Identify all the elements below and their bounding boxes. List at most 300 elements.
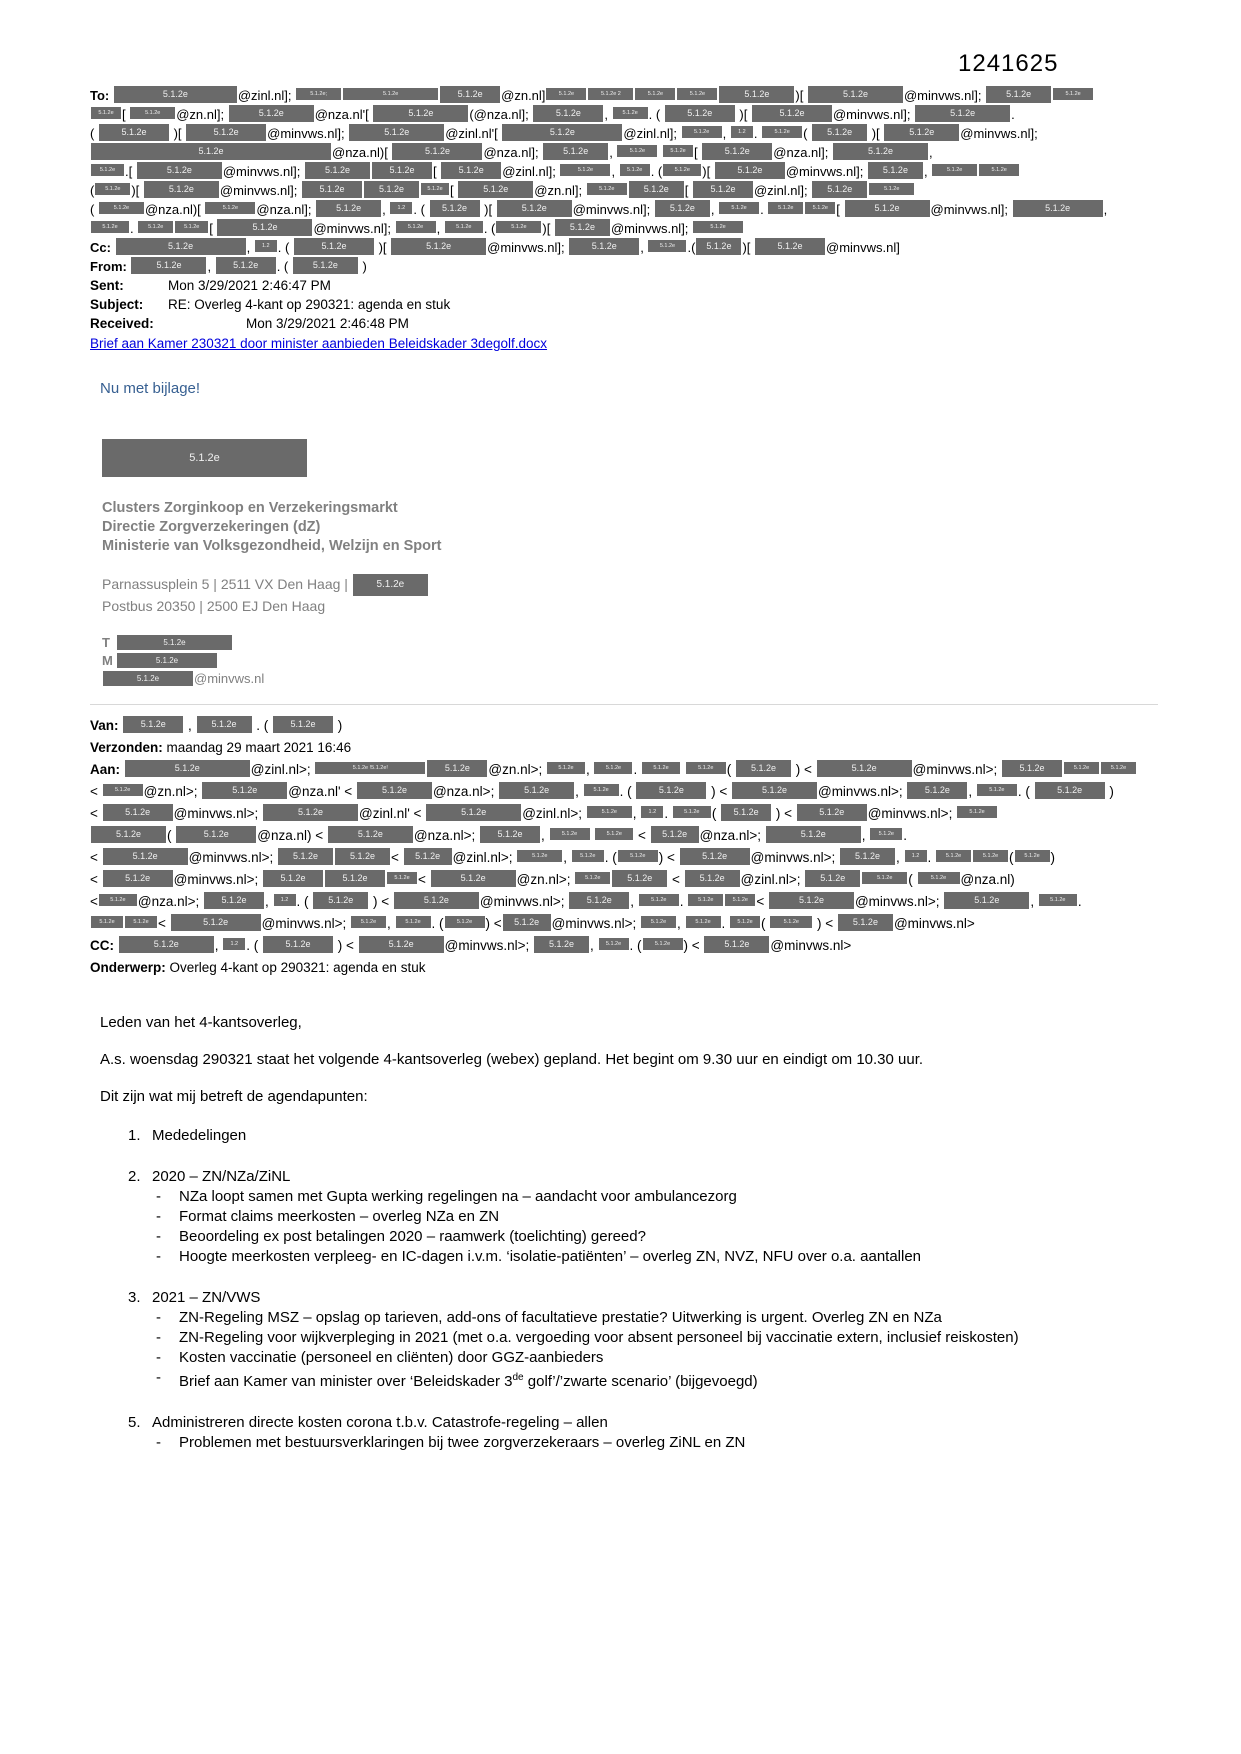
email-fragment: ( [90,126,98,141]
redaction-box: 5.1.2e [99,894,137,906]
email-fragment: . ( [619,784,636,800]
email-fragment: @minvws.nl> [893,916,975,932]
greeting: Leden van het 4-kantsoverleg, [100,1014,302,1032]
redaction-box: 5.1.2e [643,938,683,950]
redaction-box: 5.1.2e [216,257,276,274]
email-fragment: @minvws.nl>; [173,872,262,888]
email-fragment: @nza.nl>; [137,894,204,910]
email-fragment: @zinl.nl]; [753,183,812,198]
redaction-box: 5.1.2e [364,181,419,198]
redaction-box: 5.1.2e [1039,894,1077,906]
redaction-box: 5.1.2e [335,848,390,865]
email-fragment: . [679,894,688,910]
email-fragment: < [158,916,170,932]
redaction-box: 5.1.2e [325,870,385,887]
email-fragment: < [391,850,403,866]
email-fragment: ( [803,126,812,141]
email-fragment: @nza.nl)[ [332,145,392,160]
agenda-list [90,1126,1158,1453]
redaction-box: 5.1.2e [569,892,629,909]
redaction-box: 5.1.2e [427,760,487,777]
redaction-box: 5.1.2e [870,828,902,840]
redaction-box: 5.1.2e [725,894,755,906]
redaction-box: 5.1.2e [294,238,374,255]
field-label: To: [90,88,113,103]
redaction-box: 5.1.2e [755,238,825,255]
redaction-box: 5.1.2e [768,202,803,214]
agenda-title: 2020 – ZN/NZa/ZiNL [152,1168,291,1186]
email-fragment: ) < [334,938,358,954]
redaction-box: 5.1.2e [503,914,551,931]
email-fragment: , [929,145,933,160]
redaction-box: 5.1.2e [845,200,930,217]
agenda-dash: - [156,1208,161,1226]
onderwerp-value: Overleg 4-kant op 290321: agenda en stuk [165,960,426,976]
redaction-box: 5.1.2e [915,105,1010,122]
redaction-box: 5.1.2e [635,88,675,100]
agenda-dash: - [156,1228,161,1246]
email-fragment: @minvws.nl] [826,240,900,255]
agenda-title: Administreren directe kosten corona t.b.v. Catastrofe-regeling – allen [152,1414,608,1432]
email-line [102,670,1158,688]
redaction-box: 5.1.2e [263,870,323,887]
email-fragment: ) < [485,916,502,932]
redaction-box: 5.1.2e [986,86,1051,103]
agenda-title: 2021 – ZN/VWS [152,1289,261,1307]
redaction-box: 5.1.2e [431,870,516,887]
email-fragment: )[ [131,183,143,198]
redaction-box: 5.1.2e [918,872,960,884]
email-fragment: . ( [629,938,642,954]
redaction-box: 5.1.2e [770,916,812,928]
email-fragment: , [214,938,223,954]
email-fragment: ) < [683,938,704,954]
redaction-box: 5.1.2e [328,826,413,843]
sent-label: Sent: [90,278,124,293]
agenda-dash: - [156,1329,161,1347]
email-fragment: , [604,107,612,122]
redaction-box: 5.1.2e [103,671,193,686]
signature-address [102,574,1158,616]
agenda-item-row [90,1288,1158,1308]
redaction-box: 1.2 [390,202,412,214]
agenda-sub-text: NZa loopt samen met Gupta werking regelingen na – aandacht voor ambulancezorg [179,1188,737,1206]
email-fragment: , [609,145,617,160]
email-fragment: , [896,850,904,866]
email-fragment: @zinl.nl]; [502,164,560,179]
cc2-field [90,935,1158,957]
redaction-box: 5.1.2e [426,804,521,821]
redaction-box: 5.1.2e [119,936,214,953]
redaction-box: 5.1.2e [636,782,706,799]
email-fragment: , [387,916,395,932]
redaction-box: 5.1.2e [693,221,743,233]
onderwerp-field [90,957,1158,979]
email-fragment: . [903,828,908,844]
redaction-box: 5.1.2e [575,872,610,884]
email-fragment: ( [90,183,95,198]
email-fragment: @minvws.nl> [770,938,852,954]
redaction-box: 5.1.2e [752,105,832,122]
agenda-dash: - [156,1369,161,1387]
email-fragment: . [721,916,730,932]
email-fragment: < [418,872,430,888]
agenda-sub-text: Hoogte meerkosten verpleeg- en IC-dagen i.v.m. ‘isolatie-patiënten’ – overleg ZN, NVZ, NFU over o.a. aantallen [179,1248,922,1266]
email-fragment: , [184,718,196,734]
redaction-box: 5.1.2e [944,892,1029,909]
redaction-box: 5.1.2e [533,105,603,122]
redaction-box: 5.1.2e [673,806,711,818]
email-fragment: , [677,916,685,932]
agenda-sub-text: Problemen met bestuursverklaringen bij twee zorgverzekeraars – overleg ZiNL en ZN [179,1434,746,1452]
redaction-box: 5.1.2e [719,202,759,214]
email-fragment: [ [432,164,441,179]
redaction-box: 5.1.2e [840,848,895,865]
email-fragment: )[ [480,202,496,217]
agenda-sub-text: Format claims meerkosten – overleg NZa en ZN [179,1208,500,1226]
agenda-sub-text: ZN-Regeling MSZ – opslag op tarieven, add-ons of facultatieve prestatie? Uitwerking is urgent. Overleg ZN en NZa [179,1309,942,1327]
redaction-box: 1.2 [223,938,245,950]
email-fragment: , [1103,202,1108,217]
email-fragment: . ( [1017,784,1034,800]
email-fragment: @minvws.nl>; [817,784,907,800]
redaction-box: 5.1.2e [862,872,907,884]
email-fragment: , [382,202,390,217]
redaction-box: 5.1.2e [869,183,914,195]
email-fragment: . [633,762,641,778]
redaction-box: 5.1.2e [973,850,1008,862]
redaction-box: 5.1.2e [715,162,785,179]
aan-line [90,759,1158,781]
email-fragment: . [130,221,138,236]
redaction-box: 5.1.2e [979,164,1019,176]
agenda-sub-item [90,1433,1158,1453]
redaction-box: 5.1.2e [663,164,701,176]
signature-org-line: Clusters Zorginkoop en Verzekeringsmarkt [102,500,398,516]
redaction-box: 5.1.2e [932,164,977,176]
redaction-box: 5.1.2e [797,804,867,821]
email-fragment: , [1030,894,1038,910]
email-fragment: @minvws.nl]; [313,221,395,236]
redaction-box: 5.1.2e [648,240,686,252]
email-fragment: , [563,850,571,866]
email-fragment: ) < [369,894,393,910]
email-fragment: . ( [276,259,292,274]
phone-t-line [102,634,1158,652]
redaction-box: 5.1.2e [404,848,452,865]
redaction-box: 5.1.2e [884,124,959,141]
field-label: Van: [90,718,123,734]
agenda-dash: - [156,1349,161,1367]
email-fragment: [ [450,183,458,198]
redaction-box: 5.1.2e [144,181,219,198]
signature-phones [102,634,1158,688]
redaction-box: 5.1.2e [696,238,741,255]
email-fragment: . ( [413,202,429,217]
redaction-box: 5.1.2e [372,162,432,179]
email-fragment: @nza.nl]; [256,202,316,217]
redaction-box: 5.1.2e !5.1.2e! [315,762,425,774]
redaction-box: 5.1.2e [197,716,252,733]
signature-address-line: Postbus 20350 | 2500 EJ Den Haag [102,598,326,615]
redaction-box: 5.1.2e [618,850,658,862]
email-fragment: [ [684,183,692,198]
redaction-box: 5.1.2e [430,200,480,217]
redaction-box: 5.1.2e [569,238,639,255]
email-fragment: @nza.nl' < [288,784,356,800]
redaction-box: 5.1.2e [655,200,710,217]
redaction-box: 5.1.2e [263,936,333,953]
email-fragment: . ( [650,164,663,179]
email-fragment: @minvws.nl]; [903,88,986,103]
redaction-box: 5.1.2e [730,916,760,928]
email-fragment: ) [334,718,343,734]
agenda-dash: - [156,1434,161,1452]
redaction-box: 5.1.2e [629,181,684,198]
redaction-box: 5.1.2e [833,143,928,160]
email-fragment: . ( [252,718,273,734]
redaction-box: 5.1.2e [587,806,632,818]
email-fragment: )[ [702,164,714,179]
redaction-box: 5.1.2e [805,870,860,887]
redaction-box: 5.1.2e [95,183,130,195]
agenda-item [90,1167,1158,1267]
aan-line [90,847,1158,869]
verzonden-field [90,737,1158,759]
redaction-box: 5.1.2e [572,850,604,862]
email-fragment: @nza.nl'[ [314,107,373,122]
redaction-box: 5.1.2e [293,257,358,274]
email-fragment: @minvws.nl]; [785,164,867,179]
redaction-box: 5.1.2e [313,892,368,909]
email-fragment: , [640,240,648,255]
email-fragment: ( [90,202,98,217]
redaction-box: 5.1.2e [762,126,802,138]
email-fragment: ( [908,872,917,888]
redaction-box: 5.1.2e [936,850,971,862]
email-fragment [591,828,595,843]
redaction-box: 5.1.2e [130,107,175,119]
signature-block [102,499,1158,556]
field-label: CC: [90,938,118,954]
redaction-box: 5.1.2e [391,238,486,255]
aan-line [90,825,1158,847]
email-fragment: . ( [604,850,617,866]
redaction-box: 5.1.2e [663,145,693,157]
redaction-box: 5.1.2e [686,762,726,774]
from-field [90,257,1158,276]
redaction-box: 5.1.2e [114,86,237,103]
aan-field [90,759,1158,957]
redaction-box: 5.1.2e [584,784,619,796]
email-fragment: @zinl.nl>; [250,762,315,778]
email-fragment: , [861,828,870,844]
redaction-box: 5.1.2e [396,916,431,928]
redaction-box: 5.1.2e [116,238,246,255]
email-fragment: < [90,894,98,910]
redaction-box: 1.2 [731,126,753,138]
redaction-box: 5.1.2e [131,257,206,274]
redaction-box: 5.1.2e [543,143,608,160]
redaction-box: 5.1.2e [202,782,287,799]
email-fragment: ) [1050,850,1056,866]
email-fragment: @minvws.nl>; [444,938,534,954]
redaction-box: 5.1.2e [620,164,650,176]
redaction-box: 5.1.2e [117,635,232,650]
email-fragment: .[ [125,164,136,179]
redaction-box: 5.1.2e [99,124,169,141]
email-fragment: @minvws.nl]; [960,126,1038,141]
redaction-box: 5.1.2e [186,124,266,141]
superscript: de [512,1372,524,1384]
email-domain: @minvws.nl [194,671,265,687]
redaction-box: 5.1.2e [125,760,250,777]
redaction-box: 5.1.2e [812,181,867,198]
email-fragment: @nza.nl>; [413,828,479,844]
email-fragment: @zn.nl>; [516,872,575,888]
redaction-box: 5.1.2e [613,107,648,119]
email-fragment: @minvws.nl]; [930,202,1012,217]
email-fragment: , [207,259,215,274]
phone-m-label: M [102,653,113,669]
redaction-box: 5.1.2e [838,914,893,931]
to-line [90,86,1158,105]
redaction-box: 5.1.2e [546,88,586,100]
redaction-box: 5.1.2e [1101,762,1136,774]
phone-t-label: T [102,635,110,651]
redaction-box: 5.1.2e [812,124,867,141]
email-fragment: [ [694,145,702,160]
email-fragment: . ( [246,938,263,954]
redaction-box: 5.1.2e [137,162,222,179]
email-fragment: @minvws.nl]; [219,183,302,198]
to-line [90,105,1158,124]
email-fragment: . ( [296,894,313,910]
redaction-box: 5.1.2e [357,782,432,799]
email-fragment: ) < [813,916,837,932]
redaction-box: 5.1.2e [502,124,622,141]
redaction-box: 5.1.2e [278,848,333,865]
redaction-box: 5.1.2e [594,762,632,774]
email-fragment: @zinl.nl>; [522,806,586,822]
email-fragment: < [634,828,650,844]
agenda-dash: - [156,1188,161,1206]
agenda-sub-text: Kosten vaccinatie (personeel en cliënten) door GGZ-aanbieders [179,1349,604,1367]
redaction-box: 5.1.2e [229,105,314,122]
email-fragment: , [575,784,583,800]
redaction-box: 1.2 [274,894,296,906]
email-fragment: ) [1105,784,1114,800]
redaction-box: 5.1.2e [587,183,627,195]
agenda-number: 2. [128,1168,141,1186]
email-fragment: @minvws.nl]; [572,202,654,217]
verzonden-value: maandag 29 maart 2021 16:46 [162,740,352,756]
email-fragment: @minvws.nl>; [261,916,350,932]
agenda-sub-item [90,1207,1158,1227]
redaction-box: 5.1.2e [560,164,610,176]
attachment-link[interactable]: Brief aan Kamer 230321 door minister aanbieden Beleidskader 3degolf.docx [90,336,548,351]
aan-line [90,913,1158,935]
redaction-box: 5.1.2e [665,105,735,122]
email-fragment: @minvws.nl>; [867,806,957,822]
redaction-box: 5.1.2e [343,88,438,100]
redaction-box: 5.1.2e [686,916,721,928]
body-paragraph: Dit zijn wat mij betreft de agendapunten: [100,1088,368,1106]
redaction-box: 5.1.2e [1064,762,1099,774]
redaction-box: 5.1.2e [769,892,854,909]
email-fragment: ( [726,762,736,778]
redaction-box: 5.1.2e [351,916,386,928]
email-fragment: ( [1009,850,1014,866]
to-field [90,86,1158,238]
agenda-sub-item [90,1328,1158,1348]
email-fragment: < [90,872,102,888]
redaction-box: 5.1.2e [617,145,657,157]
redaction-box: 5.1.2e [555,219,610,236]
email-content [90,86,1158,1474]
agenda-sub-item [90,1348,1158,1368]
redaction-box: 5.1.2e [302,181,362,198]
email-fragment: )[ [374,240,391,255]
email-fragment [658,145,662,160]
redaction-box: 5.1.2e [353,574,428,596]
subject-value: RE: Overleg 4-kant op 290321: agenda en stuk [168,297,451,312]
redaction-box: 5.1.2e [445,221,483,233]
sent-value: Mon 3/29/2021 2:46:47 PM [168,278,331,293]
agenda-dash: - [156,1248,161,1266]
email-fragment: ) < [658,850,679,866]
redaction-box: 5.1.2e [680,848,750,865]
redaction-box: 5.1.2e [305,162,370,179]
redaction-box: 5.1.2e [91,826,166,843]
agenda-number: 1. [128,1127,141,1145]
email-fragment: @minvws.nl]; [610,221,693,236]
subject-field [90,295,1158,314]
redaction-box: 5.1.2e [103,848,188,865]
redaction-box: 5.1.2e [175,221,208,233]
to-line [90,181,1158,200]
aan-line [90,803,1158,825]
redaction-box: 5.1.2e [732,782,817,799]
redaction-box: 5.1.2e [103,784,143,796]
redaction-box: 5.1.2e [868,162,923,179]
redaction-box: 5.1.2e [1002,760,1062,777]
redaction-box: 5.1.2e [497,200,572,217]
email-fragment: @minvws.nl>; [551,916,641,932]
redaction-box: 5.1.2e [721,804,771,821]
email-fragment: @zn.nl] [501,88,546,103]
redaction-box: 5.1.2e [534,936,589,953]
redaction-box: 5.1.2e [91,164,124,176]
aan-line [90,891,1158,913]
to-line [90,219,1158,238]
agenda-dash: - [156,1309,161,1327]
redaction-box: 5.1.2e [677,88,717,100]
redaction-box: 5.1.2e [550,828,590,840]
email-fragment: , [540,828,549,844]
redaction-box: 5.1.2e [91,221,129,233]
email-fragment: ) < [707,784,731,800]
phone-m-line [102,652,1158,670]
redaction-box: 5.1.2e [499,782,574,799]
email-fragment: < [756,894,768,910]
received-field [90,314,1158,333]
redaction-box: 5.1.2e; [296,88,341,100]
email-fragment: )[ [169,126,186,141]
email-fragment: . [927,850,936,866]
redaction-box: 5.1.2e [103,804,173,821]
redaction-box: 5.1.2e [421,183,449,195]
